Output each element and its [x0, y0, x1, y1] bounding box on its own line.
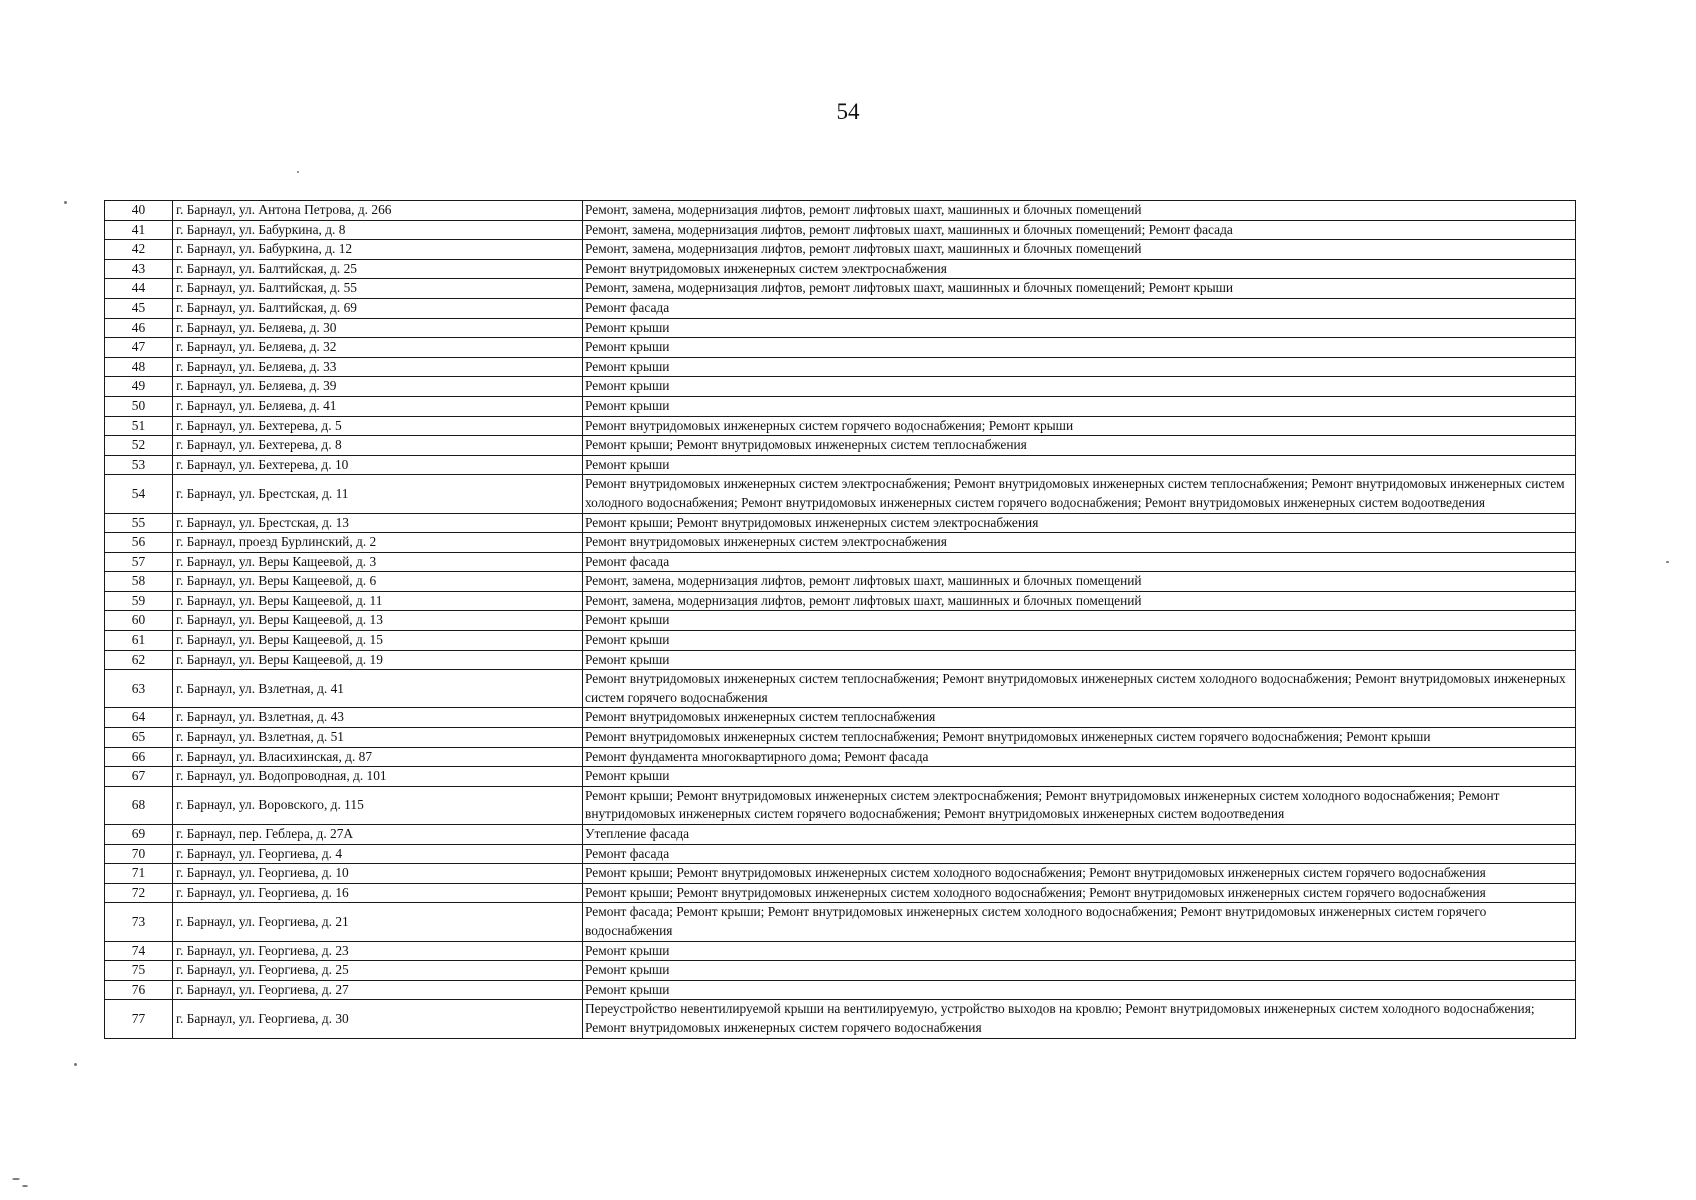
row-address: г. Барнаул, ул. Георгиева, д. 4	[173, 844, 583, 864]
row-works: Ремонт, замена, модернизация лифтов, ремонт лифтовых шахт, машинных и блочных помещений	[583, 572, 1576, 592]
row-address: г. Барнаул, ул. Георгиева, д. 21	[173, 903, 583, 941]
row-number: 77	[105, 1000, 173, 1038]
row-works: Ремонт крыши; Ремонт внутридомовых инженерных систем холодного водоснабжения; Ремонт внутридомовых инженерных систем горячего водоснабжения	[583, 883, 1576, 903]
row-number: 43	[105, 259, 173, 279]
row-number: 47	[105, 338, 173, 358]
row-number: 62	[105, 650, 173, 670]
table-row	[105, 767, 1576, 787]
row-works: Ремонт крыши	[583, 941, 1576, 961]
row-address: г. Барнаул, проезд Бурлинский, д. 2	[173, 533, 583, 553]
row-works: Ремонт крыши	[583, 961, 1576, 981]
row-works: Ремонт крыши	[583, 631, 1576, 651]
row-works: Ремонт внутридомовых инженерных систем электроснабжения	[583, 533, 1576, 553]
row-number: 55	[105, 513, 173, 533]
table-row	[105, 941, 1576, 961]
row-address: г. Барнаул, ул. Георгиева, д. 30	[173, 1000, 583, 1038]
row-number: 73	[105, 903, 173, 941]
row-address: г. Барнаул, ул. Веры Кащеевой, д. 19	[173, 650, 583, 670]
row-works: Ремонт крыши	[583, 980, 1576, 1000]
row-works: Ремонт внутридомовых инженерных систем теплоснабжения	[583, 708, 1576, 728]
row-number: 53	[105, 455, 173, 475]
row-number: 52	[105, 436, 173, 456]
table-row	[105, 279, 1576, 299]
table-row	[105, 259, 1576, 279]
row-works: Ремонт, замена, модернизация лифтов, ремонт лифтовых шахт, машинных и блочных помещений; Ремонт фасада	[583, 220, 1576, 240]
table-row	[105, 825, 1576, 845]
row-address: г. Барнаул, ул. Брестская, д. 11	[173, 475, 583, 513]
row-works: Ремонт крыши; Ремонт внутридомовых инженерных систем электроснабжения; Ремонт внутридомовых инженерных систем холодного водоснабжения; Ремонт внутридомовых инженерных систем горячего водоснабжения; Ремонт внутридомовых инженерных систем водоотведения	[583, 786, 1576, 824]
row-address: г. Барнаул, ул. Бехтерева, д. 5	[173, 416, 583, 436]
row-number: 59	[105, 591, 173, 611]
table-row	[105, 552, 1576, 572]
row-address: г. Барнаул, ул. Беляева, д. 33	[173, 357, 583, 377]
row-works: Ремонт крыши	[583, 377, 1576, 397]
table-row	[105, 533, 1576, 553]
row-address: г. Барнаул, ул. Георгиева, д. 16	[173, 883, 583, 903]
table-row	[105, 961, 1576, 981]
row-number: 63	[105, 670, 173, 708]
row-works: Ремонт фасада	[583, 298, 1576, 318]
table-row	[105, 475, 1576, 513]
row-address: г. Барнаул, ул. Власихинская, д. 87	[173, 747, 583, 767]
row-works: Ремонт внутридомовых инженерных систем теплоснабжения; Ремонт внутридомовых инженерных систем холодного водоснабжения; Ремонт внутридомовых инженерных систем горячего водоснабжения	[583, 670, 1576, 708]
table-row	[105, 747, 1576, 767]
table-row	[105, 611, 1576, 631]
row-address: г. Барнаул, ул. Взлетная, д. 51	[173, 728, 583, 748]
scan-speck	[12, 1178, 20, 1180]
row-number: 46	[105, 318, 173, 338]
table-row	[105, 844, 1576, 864]
works-table-body	[105, 201, 1576, 1039]
table-row	[105, 1000, 1576, 1038]
row-works: Ремонт, замена, модернизация лифтов, ремонт лифтовых шахт, машинных и блочных помещений	[583, 240, 1576, 260]
row-address: г. Барнаул, ул. Георгиева, д. 25	[173, 961, 583, 981]
table-row	[105, 903, 1576, 941]
row-works: Ремонт фундамента многоквартирного дома; Ремонт фасада	[583, 747, 1576, 767]
table-row	[105, 670, 1576, 708]
table-row	[105, 513, 1576, 533]
row-works: Ремонт крыши	[583, 338, 1576, 358]
row-number: 51	[105, 416, 173, 436]
row-works: Ремонт крыши	[583, 396, 1576, 416]
row-number: 69	[105, 825, 173, 845]
row-address: г. Барнаул, ул. Балтийская, д. 55	[173, 279, 583, 299]
row-number: 61	[105, 631, 173, 651]
row-works: Ремонт внутридомовых инженерных систем горячего водоснабжения; Ремонт крыши	[583, 416, 1576, 436]
row-number: 65	[105, 728, 173, 748]
row-number: 74	[105, 941, 173, 961]
row-number: 49	[105, 377, 173, 397]
row-number: 57	[105, 552, 173, 572]
row-address: г. Барнаул, ул. Антона Петрова, д. 266	[173, 201, 583, 221]
row-works: Ремонт крыши	[583, 455, 1576, 475]
row-works: Ремонт фасада	[583, 844, 1576, 864]
row-works: Ремонт фасада; Ремонт крыши; Ремонт внутридомовых инженерных систем холодного водоснабжения; Ремонт внутридомовых инженерных систем горячего водоснабжения	[583, 903, 1576, 941]
row-number: 67	[105, 767, 173, 787]
table-row	[105, 631, 1576, 651]
works-table-container	[104, 200, 1575, 1039]
row-address: г. Барнаул, ул. Веры Кащеевой, д. 13	[173, 611, 583, 631]
scan-speck	[74, 1063, 77, 1066]
row-address: г. Барнаул, ул. Бехтерева, д. 10	[173, 455, 583, 475]
row-works: Ремонт, замена, модернизация лифтов, ремонт лифтовых шахт, машинных и блочных помещений; Ремонт крыши	[583, 279, 1576, 299]
row-address: г. Барнаул, ул. Взлетная, д. 41	[173, 670, 583, 708]
row-works: Ремонт крыши	[583, 650, 1576, 670]
row-works: Ремонт внутридомовых инженерных систем теплоснабжения; Ремонт внутридомовых инженерных систем горячего водоснабжения; Ремонт крыши	[583, 728, 1576, 748]
table-row	[105, 591, 1576, 611]
row-address: г. Барнаул, ул. Веры Кащеевой, д. 6	[173, 572, 583, 592]
row-number: 56	[105, 533, 173, 553]
table-row	[105, 883, 1576, 903]
row-address: г. Барнаул, ул. Георгиева, д. 27	[173, 980, 583, 1000]
row-works: Ремонт крыши	[583, 357, 1576, 377]
row-number: 71	[105, 864, 173, 884]
scan-speck	[64, 201, 67, 204]
table-row	[105, 201, 1576, 221]
row-address: г. Барнаул, ул. Бабуркина, д. 8	[173, 220, 583, 240]
row-address: г. Барнаул, ул. Водопроводная, д. 101	[173, 767, 583, 787]
row-number: 70	[105, 844, 173, 864]
row-address: г. Барнаул, ул. Брестская, д. 13	[173, 513, 583, 533]
table-row	[105, 728, 1576, 748]
row-number: 60	[105, 611, 173, 631]
table-row	[105, 455, 1576, 475]
row-works: Ремонт, замена, модернизация лифтов, ремонт лифтовых шахт, машинных и блочных помещений	[583, 591, 1576, 611]
table-row	[105, 318, 1576, 338]
table-row	[105, 298, 1576, 318]
row-address: г. Барнаул, ул. Беляева, д. 39	[173, 377, 583, 397]
row-number: 66	[105, 747, 173, 767]
table-row	[105, 416, 1576, 436]
row-works: Утепление фасада	[583, 825, 1576, 845]
row-number: 50	[105, 396, 173, 416]
row-number: 45	[105, 298, 173, 318]
table-row	[105, 338, 1576, 358]
table-row	[105, 220, 1576, 240]
row-works: Ремонт крыши; Ремонт внутридомовых инженерных систем электроснабжения	[583, 513, 1576, 533]
table-row	[105, 708, 1576, 728]
row-number: 68	[105, 786, 173, 824]
row-number: 75	[105, 961, 173, 981]
row-address: г. Барнаул, ул. Веры Кащеевой, д. 3	[173, 552, 583, 572]
table-row	[105, 650, 1576, 670]
table-row	[105, 357, 1576, 377]
table-row	[105, 377, 1576, 397]
scan-speck	[297, 171, 299, 173]
row-address: г. Барнаул, ул. Георгиева, д. 10	[173, 864, 583, 884]
row-number: 58	[105, 572, 173, 592]
table-row	[105, 864, 1576, 884]
table-row	[105, 980, 1576, 1000]
row-address: г. Барнаул, ул. Беляева, д. 30	[173, 318, 583, 338]
row-number: 72	[105, 883, 173, 903]
row-number: 48	[105, 357, 173, 377]
table-row	[105, 240, 1576, 260]
row-address: г. Барнаул, ул. Бабуркина, д. 12	[173, 240, 583, 260]
table-row	[105, 572, 1576, 592]
row-number: 40	[105, 201, 173, 221]
row-works: Ремонт, замена, модернизация лифтов, ремонт лифтовых шахт, машинных и блочных помещений	[583, 201, 1576, 221]
row-works: Ремонт крыши	[583, 318, 1576, 338]
row-address: г. Барнаул, ул. Балтийская, д. 25	[173, 259, 583, 279]
scan-speck	[1666, 561, 1669, 563]
row-works: Ремонт крыши	[583, 767, 1576, 787]
row-address: г. Барнаул, ул. Бехтерева, д. 8	[173, 436, 583, 456]
table-row	[105, 436, 1576, 456]
row-address: г. Барнаул, ул. Воровского, д. 115	[173, 786, 583, 824]
row-number: 54	[105, 475, 173, 513]
row-address: г. Барнаул, ул. Беляева, д. 32	[173, 338, 583, 358]
page-number: 54	[836, 99, 860, 124]
scan-speck	[22, 1185, 28, 1187]
row-address: г. Барнаул, ул. Георгиева, д. 23	[173, 941, 583, 961]
row-address: г. Барнаул, пер. Геблера, д. 27А	[173, 825, 583, 845]
row-address: г. Барнаул, ул. Взлетная, д. 43	[173, 708, 583, 728]
table-row	[105, 786, 1576, 824]
table-row	[105, 396, 1576, 416]
row-works: Ремонт крыши	[583, 611, 1576, 631]
row-number: 64	[105, 708, 173, 728]
works-table	[104, 200, 1576, 1039]
row-address: г. Барнаул, ул. Веры Кащеевой, д. 15	[173, 631, 583, 651]
row-number: 76	[105, 980, 173, 1000]
row-works: Ремонт крыши; Ремонт внутридомовых инженерных систем теплоснабжения	[583, 436, 1576, 456]
row-works: Ремонт внутридомовых инженерных систем электроснабжения; Ремонт внутридомовых инженерных систем теплоснабжения; Ремонт внутридомовых инженерных систем холодного водоснабжения; Ремонт внутридомовых инженерных систем горячего водоснабжения; Ремонт внутридомовых инженерных систем водоотведения	[583, 475, 1576, 513]
row-works: Переустройство невентилируемой крыши на вентилируемую, устройство выходов на кровлю; Ремонт внутридомовых инженерных систем холодного водоснабжения; Ремонт внутридомовых инженерных систем горячего водоснабжения	[583, 1000, 1576, 1038]
row-works: Ремонт фасада	[583, 552, 1576, 572]
row-number: 41	[105, 220, 173, 240]
row-works: Ремонт внутридомовых инженерных систем электроснабжения	[583, 259, 1576, 279]
row-number: 42	[105, 240, 173, 260]
row-address: г. Барнаул, ул. Веры Кащеевой, д. 11	[173, 591, 583, 611]
row-works: Ремонт крыши; Ремонт внутридомовых инженерных систем холодного водоснабжения; Ремонт внутридомовых инженерных систем горячего водоснабжения	[583, 864, 1576, 884]
row-number: 44	[105, 279, 173, 299]
row-address: г. Барнаул, ул. Беляева, д. 41	[173, 396, 583, 416]
row-address: г. Барнаул, ул. Балтийская, д. 69	[173, 298, 583, 318]
